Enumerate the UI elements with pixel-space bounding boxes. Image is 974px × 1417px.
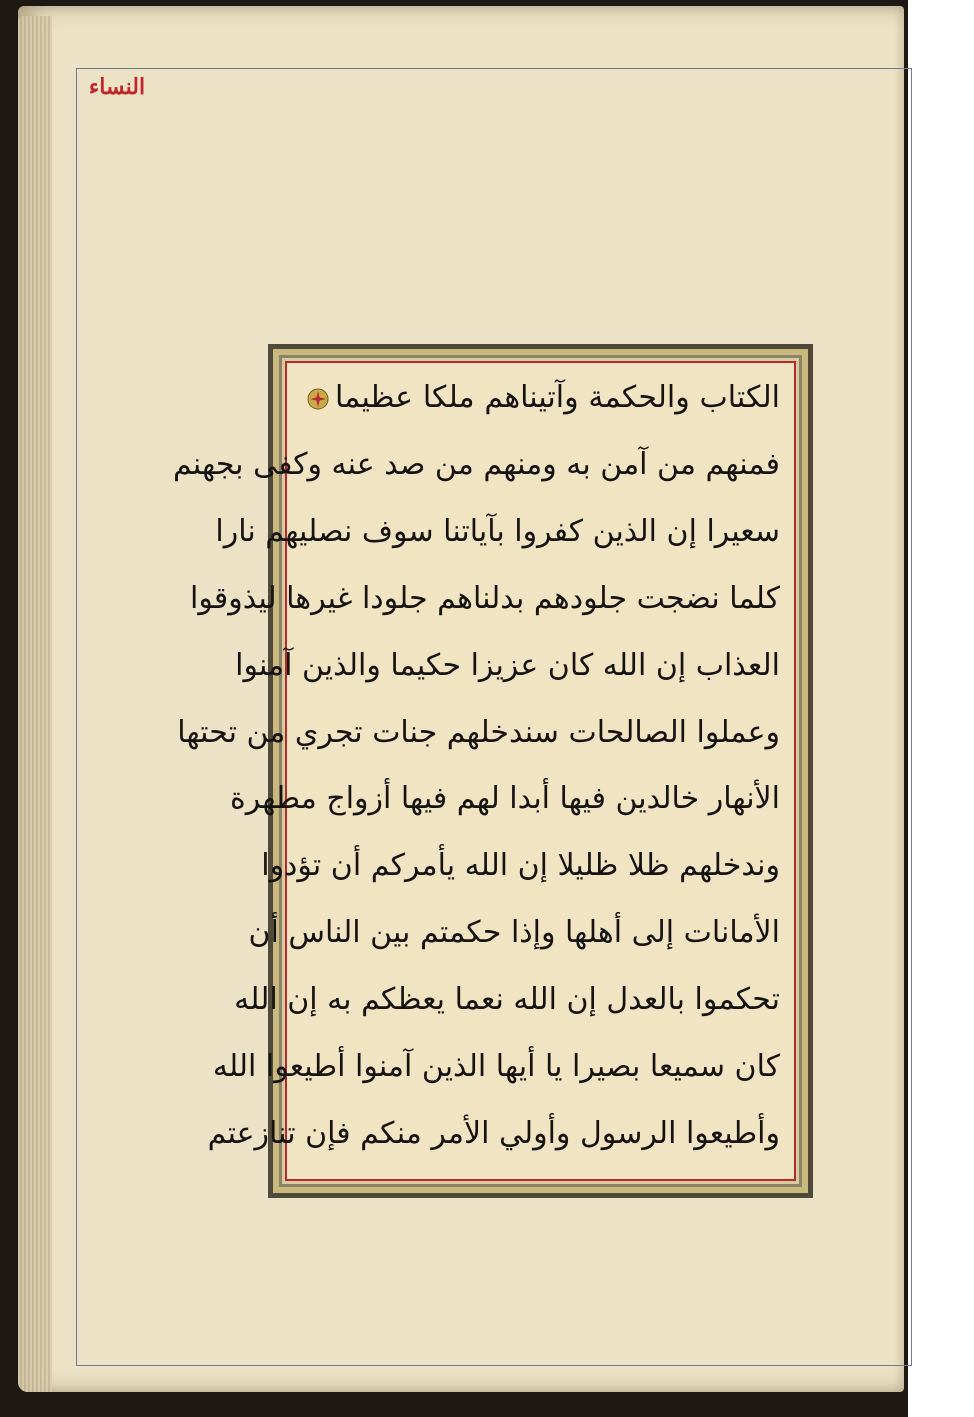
text-line: العذاب إن الله كان عزيزا حكيما والذين آمنوا [235, 647, 780, 683]
text-panel [172, 361, 796, 1181]
inner-gold-border [172, 358, 799, 1184]
text-line: وعملوا الصالحات سندخلهم جنات تجري من تحتها [177, 714, 780, 750]
text-frame [172, 344, 813, 1198]
text-line: وندخلهم ظلا ظليلا إن الله يأمركم أن تؤدوا [261, 848, 780, 884]
text-line: الأمانات إلى أهلها وإذا حكمتم بين الناس أن [248, 915, 780, 951]
text-lines [172, 373, 780, 1169]
page-edges [18, 16, 52, 1392]
gold-border [172, 349, 808, 1193]
text-line: كان سميعا بصيرا يا أيها الذين آمنوا أطيعوا الله [212, 1049, 780, 1085]
text-line: تحكموا بالعدل إن الله نعما يعظكم به إن الله [234, 982, 780, 1018]
surah-header: النساء [88, 74, 146, 100]
text-line: كلما نضجت جلودهم بدلناهم جلودا غيرها ليذوقوا [190, 580, 780, 616]
text-line: وأطيعوا الرسول وأولي الأمر منكم فإن تنازعتم [207, 1115, 780, 1151]
verse-marker-rosette-icon [307, 388, 329, 410]
text-line: فمنهم من آمن به ومنهم من صد عنه وكفى بجهنم [172, 446, 780, 482]
text-line: الكتاب والحكمة وآتيناهم ملكا عظيما [301, 373, 780, 433]
olive-border [172, 355, 802, 1187]
text-line: سعيرا إن الذين كفروا بآياتنا سوف نصليهم نارا [215, 513, 780, 549]
text-line: الأنهار خالدين فيها أبدا لهم فيها أزواج مطهرة [230, 781, 780, 817]
